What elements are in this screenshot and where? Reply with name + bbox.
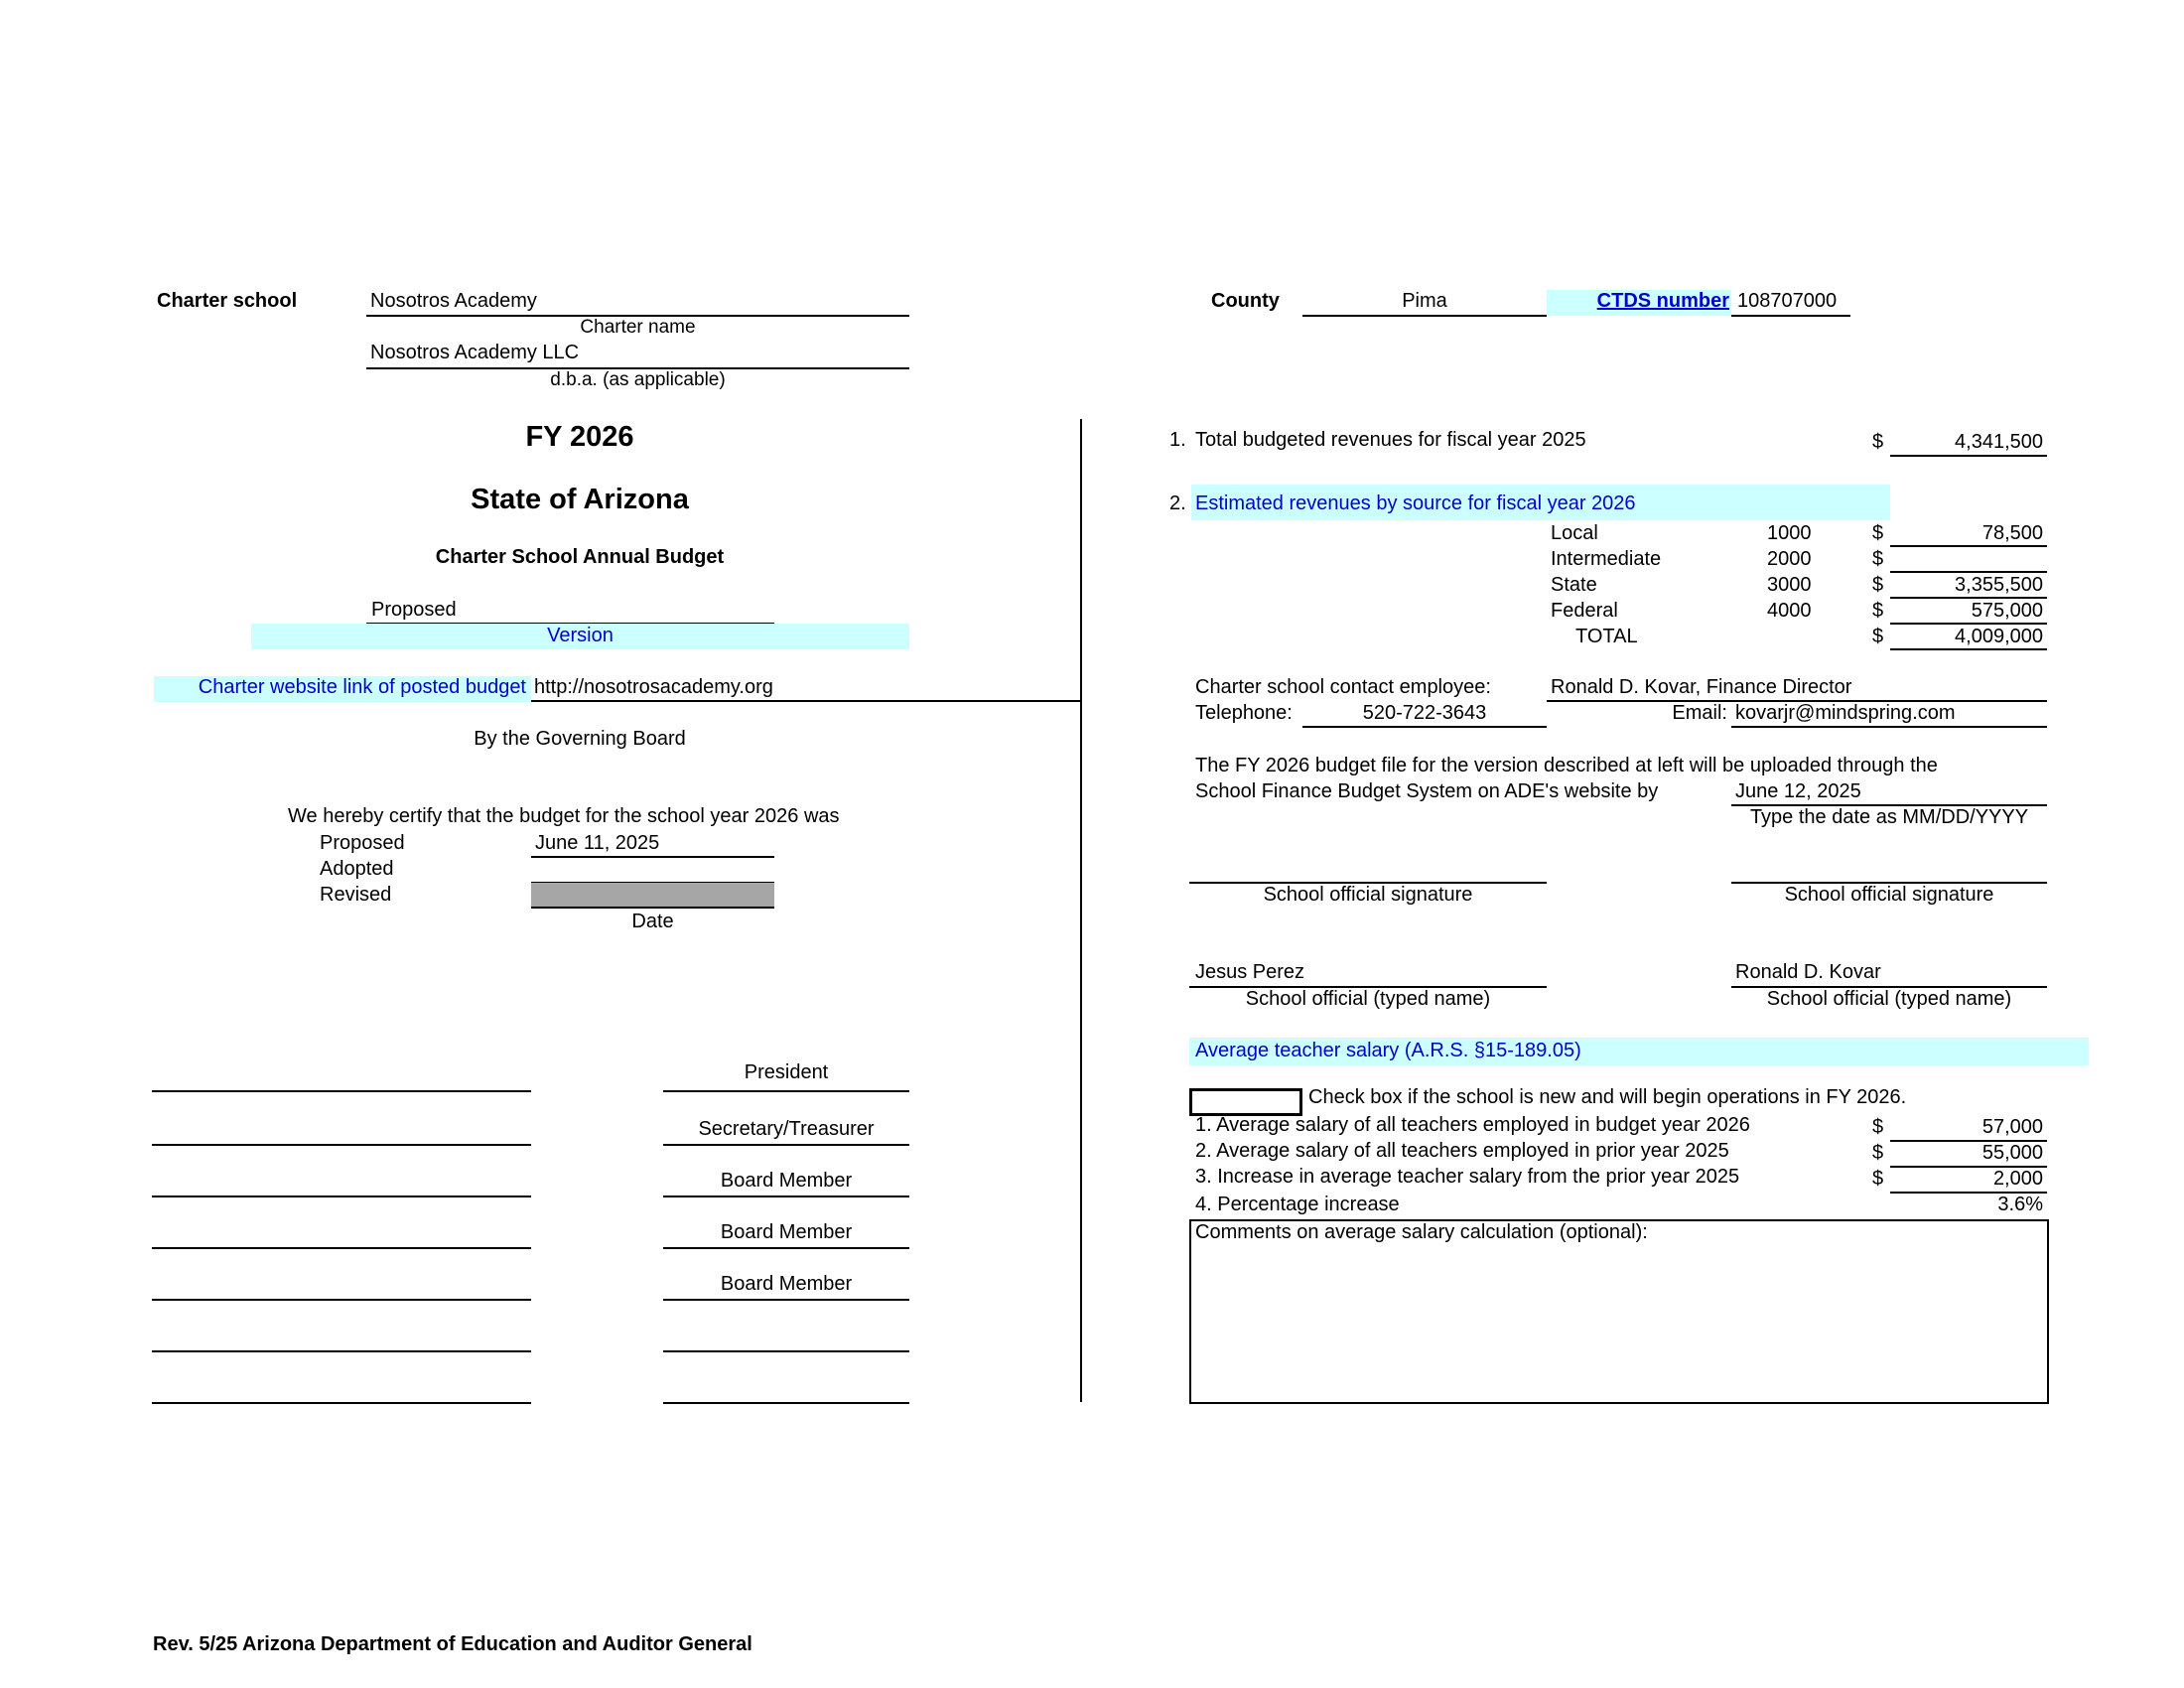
version-value[interactable]: Proposed xyxy=(371,599,457,621)
salary-row-label: 1. Average salary of all teachers employed in budget year 2026 xyxy=(1195,1114,1750,1136)
revenue-currency: $ xyxy=(1872,522,1884,544)
official-typed-caption: School official (typed name) xyxy=(1766,988,2012,1010)
version-label: Version xyxy=(547,625,614,646)
board-title: President xyxy=(744,1061,829,1083)
q1-number: 1. xyxy=(1169,429,1186,451)
telephone-value[interactable]: 520-722-3643 xyxy=(1362,702,1487,724)
proposed-date[interactable]: June 11, 2025 xyxy=(535,832,660,854)
revenue-currency: $ xyxy=(1872,574,1884,596)
salary-row-label: 3. Increase in average teacher salary from the prior year 2025 xyxy=(1195,1166,1740,1188)
revised-label: Revised xyxy=(320,884,392,906)
date-label: Date xyxy=(631,911,674,932)
board-signature-line[interactable] xyxy=(152,1299,531,1301)
charter-school-label: Charter school xyxy=(157,290,298,312)
charter-name-caption: Charter name xyxy=(580,317,696,338)
revenue-underline xyxy=(1890,571,2047,573)
revenue-underline xyxy=(1890,597,2047,599)
vertical-divider xyxy=(1080,419,1082,1402)
q1-underline xyxy=(1890,455,2047,457)
board-signature-line[interactable] xyxy=(152,1196,531,1197)
upload-date[interactable]: June 12, 2025 xyxy=(1735,780,1861,802)
website-value[interactable]: http://nosotrosacademy.org xyxy=(534,676,773,698)
county-underline xyxy=(1302,315,1547,317)
board-signature-line[interactable] xyxy=(152,1402,531,1404)
telephone-underline xyxy=(1302,726,1547,728)
proposed-label: Proposed xyxy=(320,832,405,854)
q2-number: 2. xyxy=(1169,492,1186,514)
budget-title: Charter School Annual Budget xyxy=(435,546,725,568)
website-label: Charter website link of posted budget xyxy=(198,676,526,698)
board-title-line xyxy=(663,1196,909,1197)
q1-value[interactable]: 4,341,500 xyxy=(1955,431,2043,453)
board-signature-line[interactable] xyxy=(152,1144,531,1146)
board-title-line xyxy=(663,1247,909,1249)
revenue-amount[interactable]: 3,355,500 xyxy=(1955,574,2043,596)
revenue-code: 2000 xyxy=(1767,548,1812,570)
board-title-line xyxy=(663,1144,909,1146)
total-value: 4,009,000 xyxy=(1955,626,2043,647)
salary-row-value[interactable]: 55,000 xyxy=(1981,1142,2043,1164)
ctds-value[interactable]: 108707000 xyxy=(1737,290,1838,312)
proposed-date-underline xyxy=(531,856,774,858)
revenue-source: Local xyxy=(1551,522,1598,544)
telephone-label: Telephone: xyxy=(1195,702,1293,724)
email-underline xyxy=(1731,726,2047,728)
contact-label: Charter school contact employee: xyxy=(1195,676,1491,698)
dba-value[interactable]: Nosotros Academy LLC xyxy=(370,342,580,363)
salary-row-currency: $ xyxy=(1872,1116,1884,1138)
revenue-code: 1000 xyxy=(1767,522,1812,544)
email-label: Email: xyxy=(1672,702,1727,724)
board-title-line xyxy=(663,1090,909,1092)
fy-title: FY 2026 xyxy=(525,421,634,453)
official-typed-name[interactable]: Ronald D. Kovar xyxy=(1735,961,1881,983)
contact-value[interactable]: Ronald D. Kovar, Finance Director xyxy=(1551,676,1852,698)
official-signature-caption: School official signature xyxy=(1784,884,1994,906)
county-value[interactable]: Pima xyxy=(1402,290,1447,312)
checkbox-label: Check box if the school is new and will begin operations in FY 2026. xyxy=(1308,1086,1907,1108)
official-typed-name[interactable]: Jesus Perez xyxy=(1195,961,1305,983)
q1-label: Total budgeted revenues for fiscal year 2025 xyxy=(1195,429,1586,451)
upload-text-line1: The FY 2026 budget file for the version described at left will be uploaded through the xyxy=(1195,755,1938,776)
official-typed-caption: School official (typed name) xyxy=(1245,988,1491,1010)
board-signature-line[interactable] xyxy=(152,1247,531,1249)
salary-row-value: 3.6% xyxy=(1997,1194,2043,1215)
salary-row-label: 2. Average salary of all teachers employed in prior year 2025 xyxy=(1195,1140,1729,1162)
email-value[interactable]: kovarjr@mindspring.com xyxy=(1735,702,1956,724)
revenue-source: Federal xyxy=(1551,600,1618,622)
revised-date-field[interactable] xyxy=(531,883,774,909)
revision-footer: Rev. 5/25 Arizona Department of Education and Auditor General xyxy=(153,1633,752,1655)
board-title-line xyxy=(663,1350,909,1352)
adopted-label: Adopted xyxy=(320,858,394,880)
certify-text: We hereby certify that the budget for the school year 2026 was xyxy=(288,805,840,827)
q2-label: Estimated revenues by source for fiscal year 2026 xyxy=(1195,492,1636,514)
revenue-code: 3000 xyxy=(1767,574,1812,596)
comments-label: Comments on average salary calculation (optional): xyxy=(1195,1221,1648,1243)
comments-box[interactable] xyxy=(1189,1219,2049,1404)
board-title: Secretary/Treasurer xyxy=(698,1118,875,1140)
salary-row-currency: $ xyxy=(1872,1168,1884,1190)
website-underline xyxy=(531,700,1080,702)
board-title-line xyxy=(663,1402,909,1404)
revenue-currency: $ xyxy=(1872,600,1884,622)
revenue-amount[interactable]: 78,500 xyxy=(1981,522,2043,544)
ctds-number-link[interactable]: CTDS number xyxy=(1596,290,1729,312)
by-governing-board: By the Governing Board xyxy=(474,728,686,750)
salary-header: Average teacher salary (A.R.S. §15-189.05) xyxy=(1195,1040,1581,1061)
board-title-line xyxy=(663,1299,909,1301)
ctds-underline xyxy=(1731,315,1850,317)
charter-name-value[interactable]: Nosotros Academy xyxy=(370,290,537,312)
dba-caption: d.b.a. (as applicable) xyxy=(550,369,726,390)
revenue-underline xyxy=(1890,545,2047,547)
board-title: Board Member xyxy=(720,1273,853,1295)
total-currency: $ xyxy=(1872,626,1884,647)
board-signature-line[interactable] xyxy=(152,1090,531,1092)
revenue-source: Intermediate xyxy=(1551,548,1662,570)
salary-row-currency: $ xyxy=(1872,1142,1884,1164)
salary-row-label: 4. Percentage increase xyxy=(1195,1194,1400,1215)
upload-date-caption: Type the date as MM/DD/YYYY xyxy=(1749,806,2029,828)
revenue-amount[interactable]: 575,000 xyxy=(1971,600,2043,622)
revenue-code: 4000 xyxy=(1767,600,1812,622)
board-title: Board Member xyxy=(720,1170,853,1192)
revenue-underline xyxy=(1890,623,2047,625)
board-title: Board Member xyxy=(720,1221,853,1243)
upload-text-line2: School Finance Budget System on ADE's website by xyxy=(1195,780,1659,802)
salary-row-value[interactable]: 57,000 xyxy=(1981,1116,2043,1138)
revenue-currency: $ xyxy=(1872,548,1884,570)
total-label: TOTAL xyxy=(1575,626,1638,647)
board-signature-line[interactable] xyxy=(152,1350,531,1352)
revenue-source: State xyxy=(1551,574,1597,596)
total-underline xyxy=(1890,648,2047,650)
new-school-checkbox[interactable] xyxy=(1189,1088,1302,1116)
county-label: County xyxy=(1211,290,1280,312)
salary-row-value: 2,000 xyxy=(1992,1168,2043,1190)
official-signature-caption: School official signature xyxy=(1263,884,1473,906)
q1-currency: $ xyxy=(1872,431,1884,453)
state-title: State of Arizona xyxy=(471,484,689,515)
